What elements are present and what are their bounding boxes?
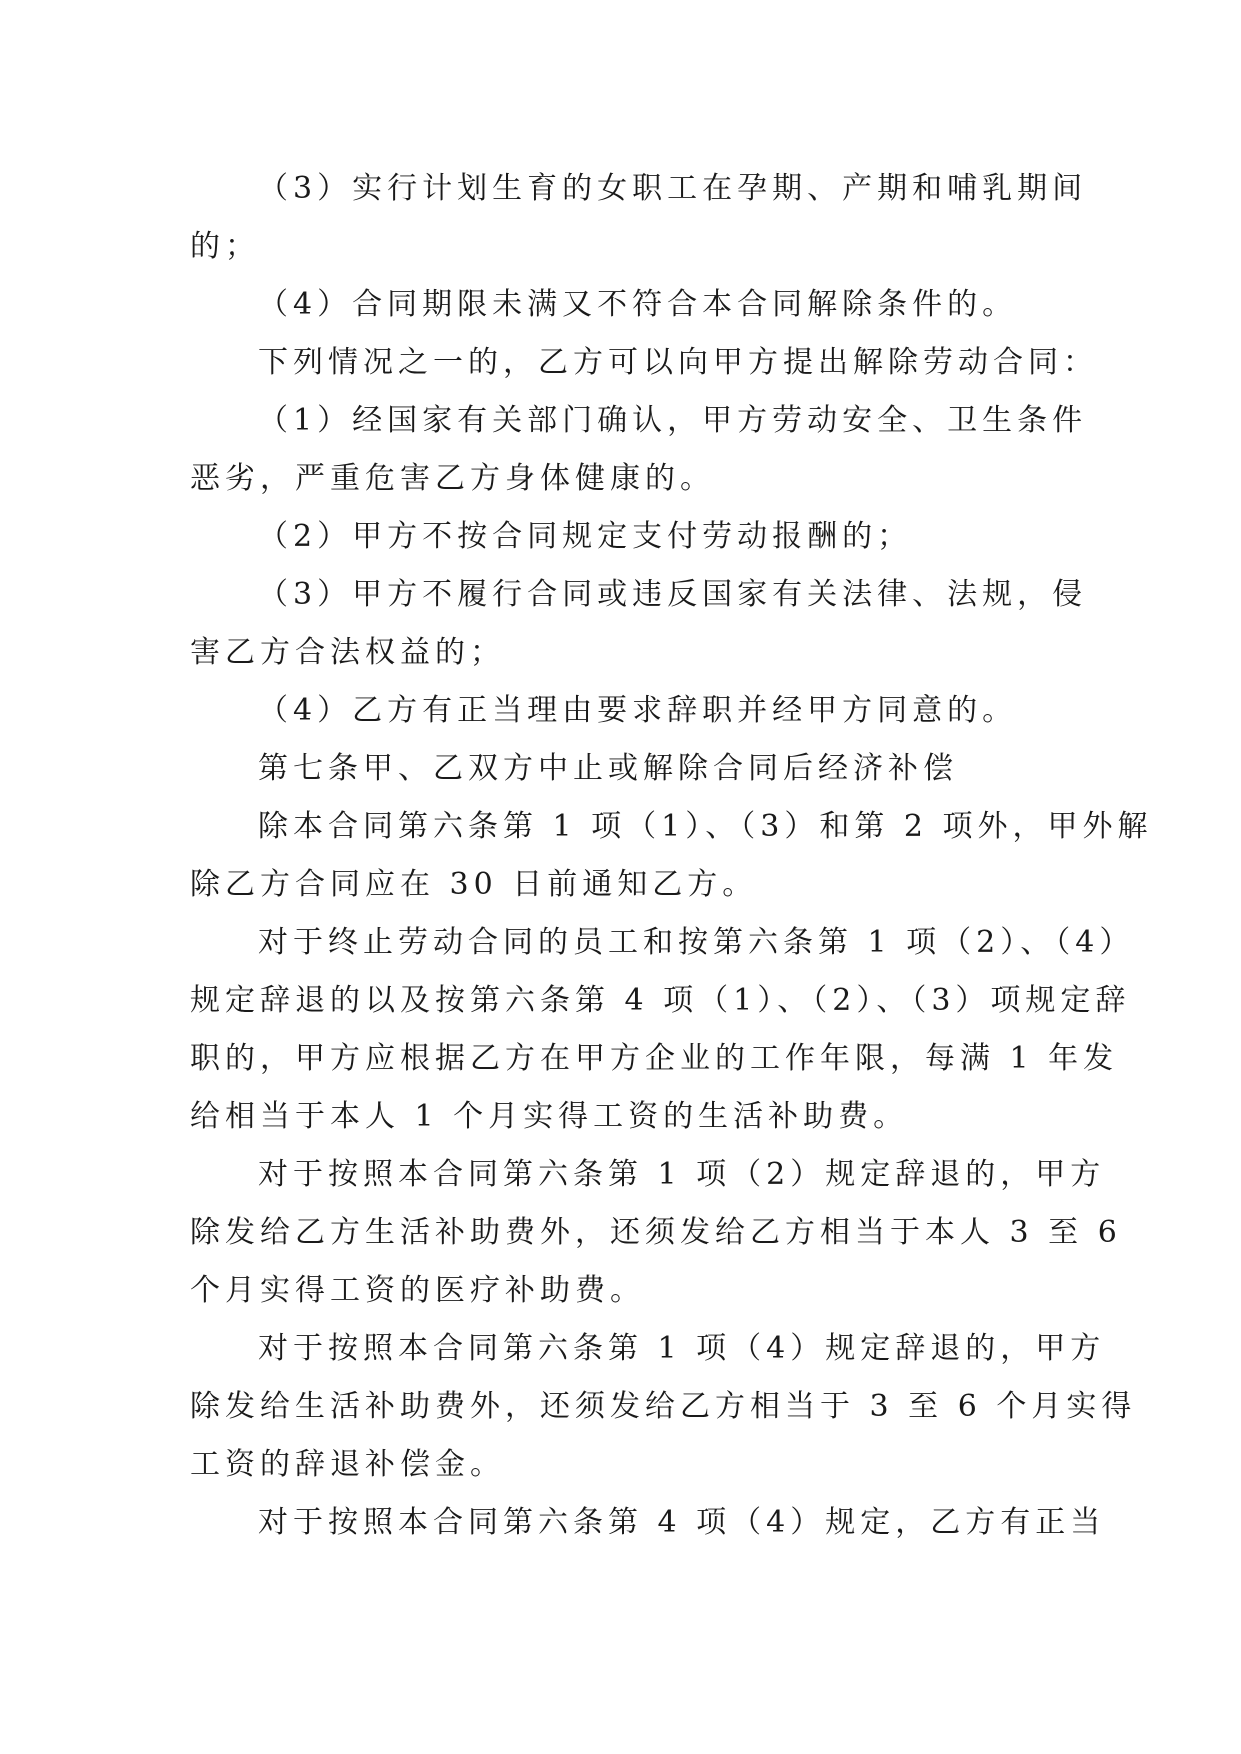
text-line: （3）甲方不履行合同或违反国家有关法律、法规，侵: [258, 577, 1088, 612]
text-line: （2）甲方不按合同规定支付劳动报酬的；: [258, 519, 913, 554]
text-line: 除乙方合同应在 30 日前通知乙方。: [190, 867, 758, 902]
text-line: 对于终止劳动合同的员工和按第六条第 1 项（2）、（4）: [258, 925, 1135, 960]
document-body: [190, 160, 1153, 1552]
text-line: 除发给乙方生活补助费外，还须发给乙方相当于本人 3 至 6: [190, 1215, 1122, 1250]
text-line: 的；: [190, 229, 260, 264]
text-line: 除发给生活补助费外，还须发给乙方相当于 3 至 6 个月实得: [190, 1389, 1137, 1424]
text-line: 对于按照本合同第六条第 1 项（4）规定辞退的，甲方: [258, 1331, 1106, 1366]
text-line: （3）实行计划生育的女职工在孕期、产期和哺乳期间: [258, 171, 1088, 206]
text-line: 下列情况之一的，乙方可以向甲方提出解除劳动合同：: [258, 345, 1098, 380]
text-line: 个月实得工资的医疗补助费。: [190, 1273, 645, 1308]
text-line: 职的，甲方应根据乙方在甲方企业的工作年限，每满 1 年发: [190, 1041, 1119, 1076]
text-line: 工资的辞退补偿金。: [190, 1447, 505, 1482]
text-line: 害乙方合法权益的；: [190, 635, 505, 670]
text-line: （4）合同期限未满又不符合本合同解除条件的。: [258, 287, 1018, 322]
text-line: 对于按照本合同第六条第 4 项（4）规定，乙方有正当: [258, 1505, 1106, 1540]
text-line: 恶劣，严重危害乙方身体健康的。: [190, 461, 715, 496]
section-heading: 第七条甲、乙双方中止或解除合同后经济补偿: [258, 751, 958, 786]
text-line: 规定辞退的以及按第六条第 4 项（1）、（2）、（3）项规定辞: [190, 983, 1131, 1018]
text-line: 除本合同第六条第 1 项（1）、（3）和第 2 项外，甲外解: [258, 809, 1153, 844]
text-line: （1）经国家有关部门确认，甲方劳动安全、卫生条件: [258, 403, 1088, 438]
text-line: 对于按照本合同第六条第 1 项（2）规定辞退的，甲方: [258, 1157, 1106, 1192]
text-line: 给相当于本人 1 个月实得工资的生活补助费。: [190, 1099, 909, 1134]
text-line: （4）乙方有正当理由要求辞职并经甲方同意的。: [258, 693, 1018, 728]
